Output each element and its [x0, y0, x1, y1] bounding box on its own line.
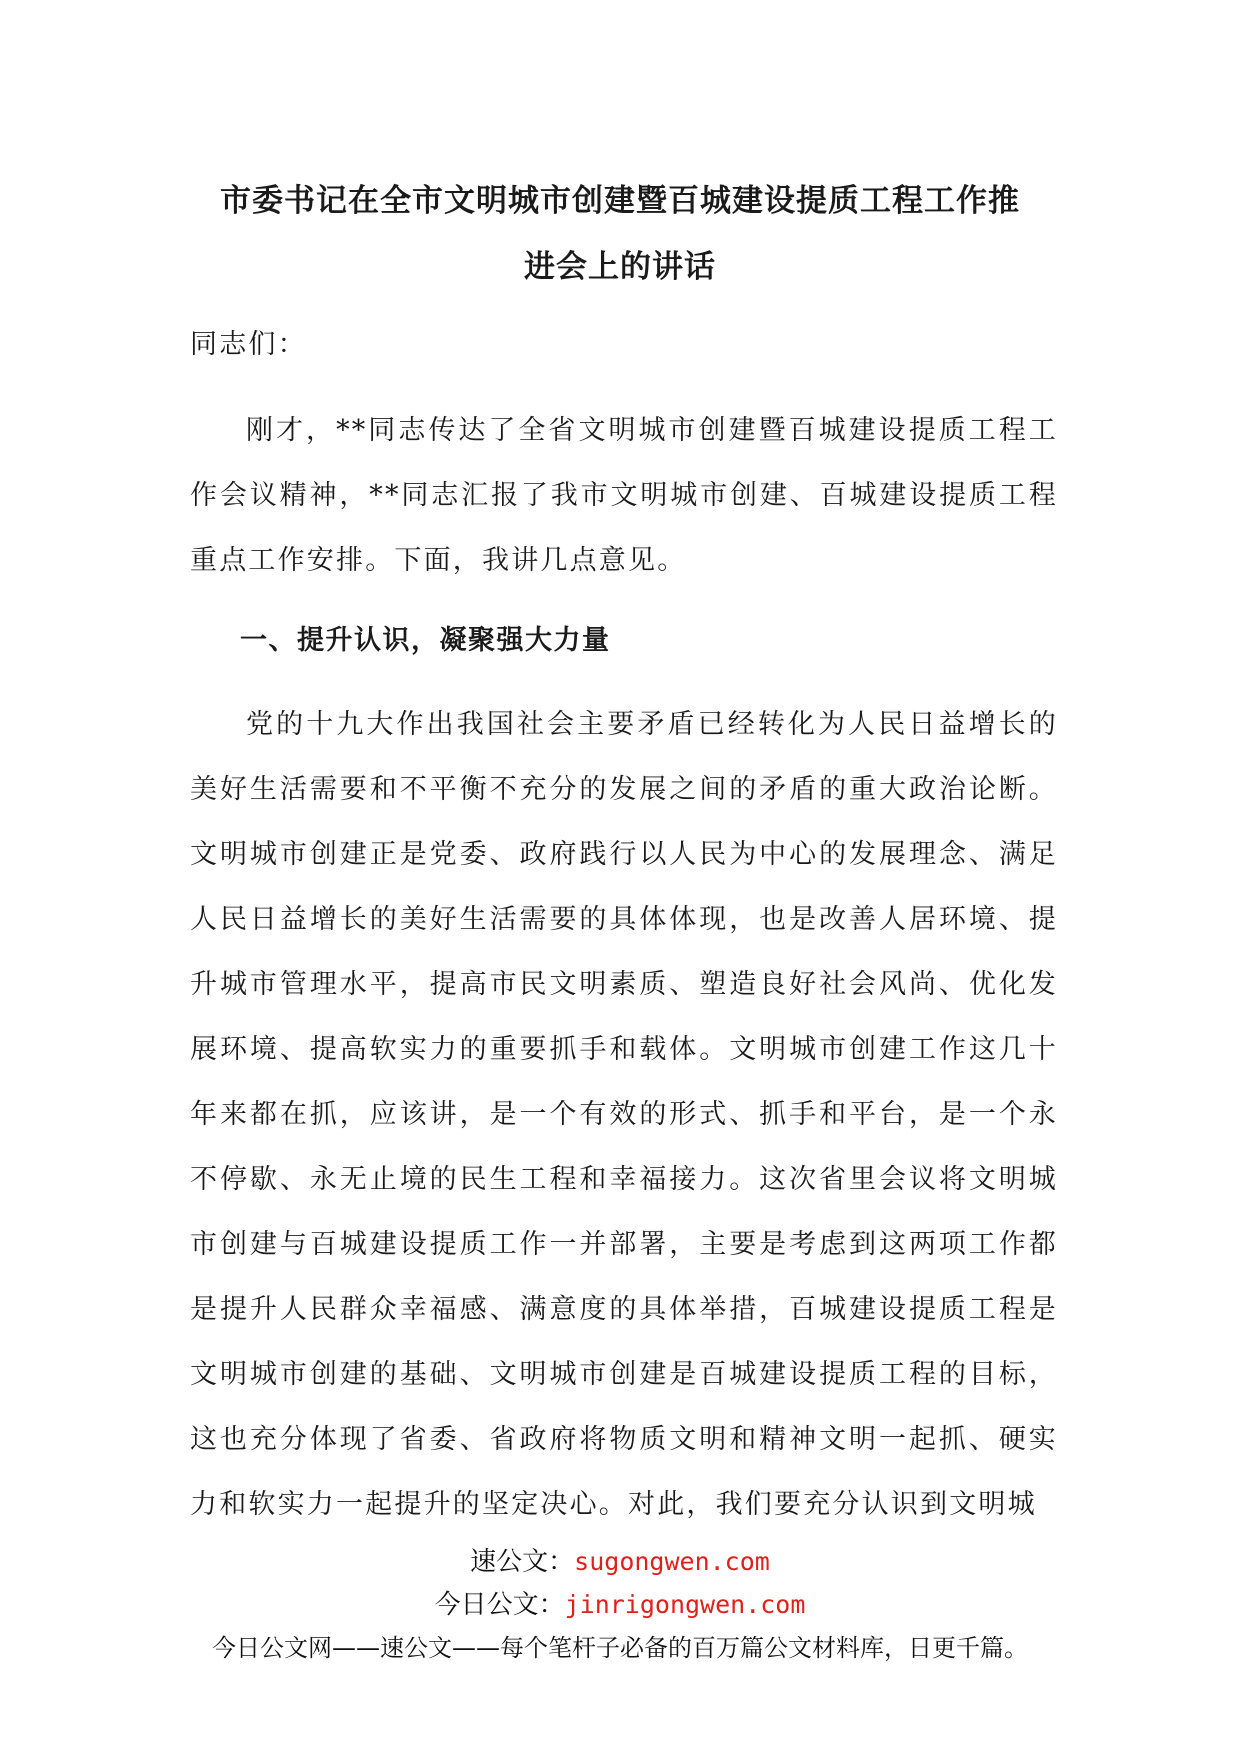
title-line-1: 市委书记在全市文明城市创建暨百城建设提质工程工作推: [220, 183, 1020, 219]
section-heading-1: 一、提升认识，凝聚强大力量: [240, 625, 611, 656]
footer-watermark-line-1: [0, 1542, 1240, 1582]
footer-slogan: 今日公文网——速公文——每个笔杆子必备的百万篇公文材料库，日更千篇。: [212, 1634, 1028, 1662]
title-line-2: 进会上的讲话: [524, 249, 716, 285]
document-title: [190, 168, 1050, 300]
footer-link-sugongwen[interactable]: sugongwen.com: [574, 1547, 770, 1576]
paragraph-section-1: 党的十九大作出我国社会主要矛盾已经转化为人民日益增长的美好生活需要和不平衡不充分的发展之间的矛盾的重大政治论断。文明城市创建正是党委、政府践行以人民为中心的发展理念、满足人民日益增长的美好生活需要的具体体现，也是改善人居环境、提升城市管理水平，提高市民文明素质、塑造良好社会风尚、优化发展环境、提高软实力的重要抓手和载体。文明城市创建工作这几十年来都在抓，应该讲，是一个有效的形式、抓手和平台，是一个永不停歇、永无止境的民生工程和幸福接力。这次省里会议将文明城市创建与百城建设提质工作一并部署，主要是考虑到这两项工作都是提升人民群众幸福感、满意度的具体举措，百城建设提质工程是文明城市创建的基础、文明城市创建是百城建设提质工程的目标，这也充分体现了省委、省政府将物质文明和精神文明一起抓、硬实力和软实力一起提升的坚定决心。对此，我们要充分认识到文明城: [190, 709, 1058, 1520]
footer-link-jinrigongwen[interactable]: jinrigongwen.com: [564, 1590, 806, 1619]
footer-label-2: 今日公文：: [434, 1590, 565, 1620]
paragraph-intro: 刚才，**同志传达了全省文明城市创建暨百城建设提质工程工作会议精神，**同志汇报了我市文明城市创建、百城建设提质工程重点工作安排。下面，我讲几点意见。: [190, 415, 1058, 576]
footer-watermark-line-2: [0, 1585, 1240, 1625]
salutation: 同志们：: [190, 329, 307, 360]
footer-label-1: 速公文：: [470, 1547, 575, 1577]
